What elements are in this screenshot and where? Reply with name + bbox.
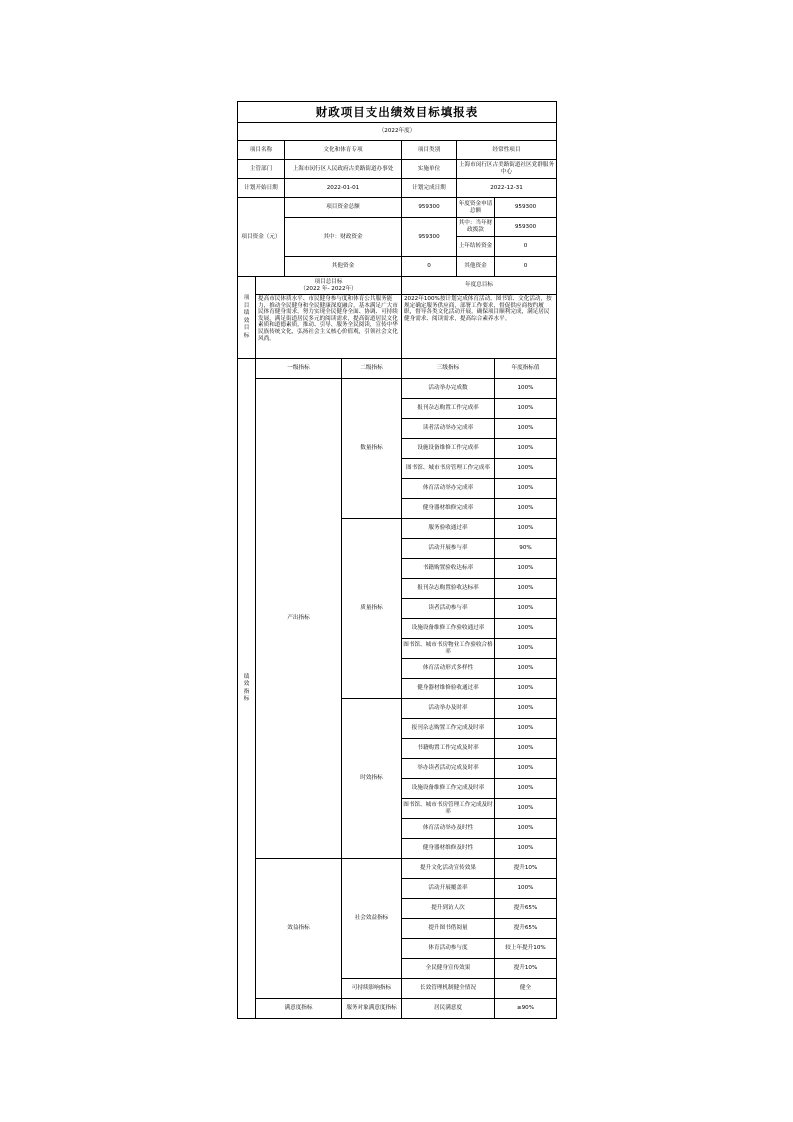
indicator-name: 提升文化活动宣传效果 xyxy=(402,859,495,879)
indicator-value: 100% xyxy=(495,679,557,699)
year-apply-label: 年度资金申请总额 xyxy=(457,198,495,218)
funds-total-value: 959300 xyxy=(402,198,457,218)
indicator-value: 100% xyxy=(495,839,557,859)
funds-total-label: 项目资金总额 xyxy=(285,198,402,218)
indicator-value: 100% xyxy=(495,799,557,819)
indicator-value: 提升65% xyxy=(495,919,557,939)
indicator-name: 健身器材维修及时性 xyxy=(402,839,495,859)
indicator-value: 100% xyxy=(495,739,557,759)
indicator-value: 100% xyxy=(495,639,557,659)
funds-label: 项目资金（元） xyxy=(238,198,285,277)
timeliness-indicator-label: 时效指标 xyxy=(342,699,402,859)
indicator-value: 100% xyxy=(495,399,557,419)
indicator-name: 全民健身宣传效果 xyxy=(402,959,495,979)
indicator-name: 活动开展参与率 xyxy=(402,539,495,559)
indicator-name: 书籍购置验收达标率 xyxy=(402,559,495,579)
indicator-value: 100% xyxy=(495,619,557,639)
quality-indicator-label: 质量指标 xyxy=(342,519,402,699)
indicator-value: 提升10% xyxy=(495,859,557,879)
indicator-name: 设施设备维修工作完成率 xyxy=(402,439,495,459)
impl-label: 实施单位 xyxy=(402,160,457,179)
indicator-name: 健身器材维修完成率 xyxy=(402,499,495,519)
indicator-name: 活动举办及时率 xyxy=(402,699,495,719)
indicator-name: 书籍购置工作完成及时率 xyxy=(402,739,495,759)
benefit-indicator-label: 效益指标 xyxy=(256,859,342,999)
current-appropriation-value: 959300 xyxy=(495,218,557,237)
indicator-name: 报刊杂志购置验收达标率 xyxy=(402,579,495,599)
indicator-value: 100% xyxy=(495,379,557,399)
indicators-label: 绩效指标 xyxy=(238,359,256,1019)
indicator-value: 100% xyxy=(495,779,557,799)
indicator-name: 体育活动举办完成率 xyxy=(402,479,495,499)
indicator-value: 健全 xyxy=(495,979,557,999)
indicator-name: 长效管理机制健全情况 xyxy=(402,979,495,999)
indicator-value: 100% xyxy=(495,519,557,539)
quantity-indicator-label: 数量指标 xyxy=(342,379,402,519)
indicator-name: 图书馆、城市书房管理工作完成率 xyxy=(402,459,495,479)
fiscal-funds-label: 其中：财政资金 xyxy=(285,218,402,257)
annual-goal-label: 年度总目标 xyxy=(402,277,557,295)
social-benefit-label: 社会效益指标 xyxy=(342,859,402,979)
dept-value: 上海市闵行区人民政府古美路街道办事处 xyxy=(285,160,402,179)
dept-label: 主管部门 xyxy=(238,160,285,179)
form-year: （2022年度） xyxy=(238,123,557,141)
indicator-name: 体育活动举办及时性 xyxy=(402,819,495,839)
indicator-name: 服务验收通过率 xyxy=(402,519,495,539)
header-level3: 三级指标 xyxy=(402,359,495,379)
indicator-name: 举办读者活动完成及时率 xyxy=(402,759,495,779)
indicator-name: 活动举办完成数 xyxy=(402,379,495,399)
other-funds-value-2: 0 xyxy=(495,257,557,277)
project-type-label: 项目类别 xyxy=(402,141,457,160)
indicator-name: 居民满意度 xyxy=(402,999,495,1019)
overall-goal-range: （2022 年- 2022年） xyxy=(300,285,357,292)
satisfaction-indicator-label: 满意度指标 xyxy=(256,999,342,1019)
start-date-label: 计划开始日期 xyxy=(238,179,285,198)
indicator-value: 100% xyxy=(495,599,557,619)
indicator-value: 100% xyxy=(495,879,557,899)
indicator-value: 提升65% xyxy=(495,899,557,919)
indicator-name: 健身器材维修验收通过率 xyxy=(402,679,495,699)
fiscal-funds-value: 959300 xyxy=(402,218,457,257)
indicator-value: 较上年提升10% xyxy=(495,939,557,959)
carry-over-label: 上年结转资金 xyxy=(457,237,495,257)
indicator-value: 100% xyxy=(495,499,557,519)
indicator-value: 100% xyxy=(495,559,557,579)
year-apply-value: 959300 xyxy=(495,198,557,218)
indicator-name: 设施设备维修工作完成及时率 xyxy=(402,779,495,799)
end-date-value: 2022-12-31 xyxy=(457,179,557,198)
indicator-name: 提升图书借阅量 xyxy=(402,919,495,939)
output-indicator-label: 产出指标 xyxy=(256,379,342,859)
indicator-value: 100% xyxy=(495,819,557,839)
indicator-name: 读者活动参与率 xyxy=(402,599,495,619)
form-table xyxy=(237,101,557,1019)
sustain-indicator-label: 可持续影响指标 xyxy=(342,979,402,999)
indicator-name: 体育活动形式多样性 xyxy=(402,659,495,679)
indicator-value: 100% xyxy=(495,759,557,779)
indicator-value: 100% xyxy=(495,459,557,479)
indicator-name: 提升到访人次 xyxy=(402,899,495,919)
indicator-name: 体育活动参与度 xyxy=(402,939,495,959)
overall-goal-label: 项目总目标 xyxy=(314,278,343,285)
end-date-label: 计划完成日期 xyxy=(402,179,457,198)
indicator-value: 100% xyxy=(495,439,557,459)
performance-target-form xyxy=(237,101,556,1019)
project-type-value: 经常性项目 xyxy=(457,141,557,160)
indicator-value: 100% xyxy=(495,419,557,439)
current-appropriation-label: 其中：当年财政拨款 xyxy=(457,218,495,237)
start-date-value: 2022-01-01 xyxy=(285,179,402,198)
indicator-value: 100% xyxy=(495,579,557,599)
indicator-value: 100% xyxy=(495,699,557,719)
header-value: 年度指标值 xyxy=(495,359,557,379)
carry-over-value: 0 xyxy=(495,237,557,257)
indicator-value: 提升10% xyxy=(495,959,557,979)
indicator-name: 活动开展覆盖率 xyxy=(402,879,495,899)
impl-value: 上海市闵行区古美路街道社区党群服务中心 xyxy=(457,160,557,179)
indicator-name: 设施设备维修工作验收通过率 xyxy=(402,619,495,639)
overall-goal-text: 提高市民体质水平、市民健身参与度和体育公共服务能力，推动全民健身和全民健康深度融合，基本满足广大市民体育健身需求，努力实现全民健身全面、协调、可持续发展，满足街道居民多元的阅读需求，提高街道居民文化素质和道德素质，推动、引导、服务全民阅读，宣传中华民族传统文化，弘扬社会主义核心价值观，引领社会文化风尚。 xyxy=(256,295,402,359)
other-funds-value: 0 xyxy=(402,257,457,277)
indicator-name: 报刊杂志购置工作完成及时率 xyxy=(402,719,495,739)
goals-label: 项目绩效目标 xyxy=(238,277,256,359)
indicator-name: 图书馆、城市书房物业工作验收合格率 xyxy=(402,639,495,659)
annual-goal-text: 2022年100%按计划完成体育活动、图书馆、文化活动，按规定确定服务供应商，部署工作要求，督促供应商按约履职，督导各类文化活动开展，确保项目顺利完成，满足居民健身需求、阅读需求，提高综合素养水平。 xyxy=(402,295,557,359)
other-funds-label-2: 其他资金 xyxy=(457,257,495,277)
indicator-value: 90% xyxy=(495,539,557,559)
indicator-name: 图书馆、城市书房管理工作完成及时率 xyxy=(402,799,495,819)
project-name-label: 项目名称 xyxy=(238,141,285,160)
service-target-satisfaction-label: 服务对象满意度指标 xyxy=(342,999,402,1019)
header-level1: 一级指标 xyxy=(256,359,342,379)
header-level2: 二级指标 xyxy=(342,359,402,379)
indicator-value: 100% xyxy=(495,659,557,679)
indicator-value: 100% xyxy=(495,479,557,499)
project-name-value: 文化和体育专项 xyxy=(285,141,402,160)
indicator-value: 100% xyxy=(495,719,557,739)
form-title: 财政项目支出绩效目标填报表 xyxy=(238,102,557,123)
indicator-value: ≥90% xyxy=(495,999,557,1019)
indicator-name: 报刊杂志购置工作完成率 xyxy=(402,399,495,419)
other-funds-label: 其他资金 xyxy=(285,257,402,277)
indicator-name: 读者活动举办完成率 xyxy=(402,419,495,439)
overall-goal-header xyxy=(256,277,402,295)
